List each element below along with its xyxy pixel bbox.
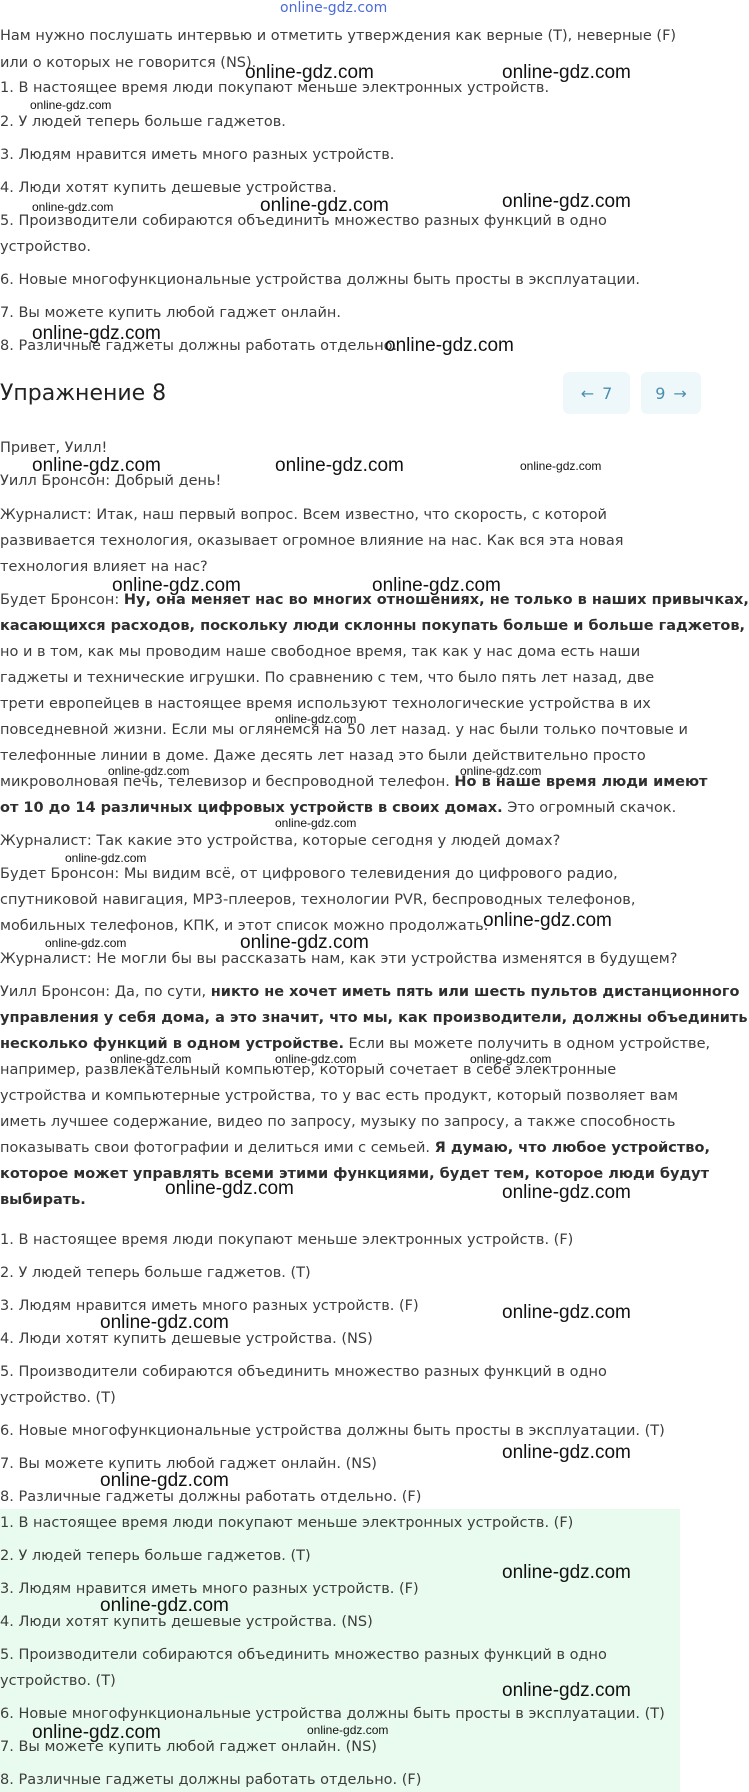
answer-line: устройство. (T) (0, 1390, 116, 1406)
intro-line: Нам нужно послушать интервью и отметить утверждения как верные (T), неверные (F) (0, 28, 677, 44)
transcript-line: повседневной жизни. Если мы оглянемся на 50 лет назад. у нас были только почтовые и (0, 722, 688, 738)
answer-line: 3. Людям нравится иметь много разных устройств. (F) (0, 1298, 419, 1314)
transcript-line: Привет, Уилл! (0, 440, 108, 456)
watermark-text: online-gdz.com (245, 62, 374, 83)
transcript-line: спутниковой навигация, MP3-плееров, технологии PVR, беспроводных телефонов, (0, 892, 636, 908)
transcript-line (0, 774, 707, 790)
watermark-text: online-gdz.com (502, 191, 631, 212)
answer-line: 6. Новые многофункциональные устройства должны быть просты в эксплуатации. (T) (0, 1423, 665, 1439)
watermark-text: online-gdz.com (520, 459, 602, 473)
watermark-text: online-gdz.com (385, 335, 514, 356)
transcript-line: иметь лучшее содержание, видео по запросу, музыку по запросу, а также способность (0, 1114, 676, 1130)
site-link[interactable]: online-gdz.com (280, 0, 388, 16)
speaker-label: Будет Бронсон: (0, 592, 124, 608)
exercise-title: Упражнение 8 (0, 381, 167, 406)
watermark-text: online-gdz.com (502, 1302, 631, 1323)
transcript-line: но и в том, как мы проводим наше свободное время, так как у нас дома есть наши (0, 644, 641, 660)
watermark-text: online-gdz.com (307, 1723, 389, 1737)
arrow-left-icon: ← (580, 383, 595, 403)
answer-line: 3. Людям нравится иметь много разных устройств. (F) (0, 1581, 419, 1597)
bold-text: несколько функций в одном устройстве. (0, 1036, 344, 1052)
answer-line: 4. Люди хотят купить дешевые устройства. (NS) (0, 1331, 373, 1347)
next-exercise-label: 9 (655, 383, 666, 403)
answer-line: 1. В настоящее время люди покупают меньше электронных устройств. (F) (0, 1515, 574, 1531)
answer-line: 4. Люди хотят купить дешевые устройства. (NS) (0, 1614, 373, 1630)
watermark-text: online-gdz.com (32, 455, 161, 476)
transcript-line: Будет Бронсон: Мы видим всё, от цифрового телевидения до цифрового радио, (0, 866, 618, 882)
next-exercise-button[interactable] (641, 372, 701, 414)
watermark-text: online-gdz.com (100, 1470, 229, 1491)
watermark-text: online-gdz.com (240, 932, 369, 953)
bold-text: Но в наше время люди имеют (454, 774, 708, 790)
transcript-line: касающихся расходов, поскольку люди склонны покупать больше и больше гаджетов, (0, 618, 746, 634)
transcript-line: трети европейцев в настоящее время используют технологические устройства в их (0, 696, 651, 712)
transcript-line: Уилл Бронсон: Добрый день! (0, 473, 222, 489)
plain-text: Если вы можете получить в одном устройстве, (343, 1036, 711, 1052)
prev-exercise-button[interactable] (563, 372, 630, 414)
transcript-line: телефонные линии в доме. Даже десять лет назад это были действительно просто (0, 748, 646, 764)
transcript-line (0, 800, 676, 816)
transcript-line: устройства и компьютерные устройства, то у вас есть продукт, который позволяет вам (0, 1088, 679, 1104)
bold-text: никто не хочет иметь пять или шесть пультов дистанционного (210, 984, 740, 1000)
watermark-text: online-gdz.com (45, 936, 127, 950)
watermark-text: online-gdz.com (30, 98, 112, 112)
watermark-text: online-gdz.com (100, 1595, 229, 1616)
answer-line: 1. В настоящее время люди покупают меньше электронных устройств. (F) (0, 1232, 574, 1248)
transcript-line: управления у себя дома, а это значит, что мы, как производители, должны объединить (0, 1010, 748, 1026)
transcript-line: Журналист: Итак, наш первый вопрос. Всем известно, что скорость, с которой (0, 507, 607, 523)
watermark-text: online-gdz.com (110, 1052, 192, 1066)
watermark-text: online-gdz.com (483, 910, 612, 931)
statement: 3. Людям нравится иметь много разных устройств. (0, 147, 395, 163)
statement: 5. Производители собираются объединить множество разных функций в одно (0, 213, 607, 229)
watermark-text: online-gdz.com (372, 575, 501, 596)
statement: 6. Новые многофункциональные устройства должны быть просты в эксплуатации. (0, 272, 641, 288)
answer-line: 2. У людей теперь больше гаджетов. (T) (0, 1265, 311, 1281)
watermark-text: online-gdz.com (112, 575, 241, 596)
watermark-text: online-gdz.com (460, 764, 542, 778)
watermark-text: online-gdz.com (502, 1562, 631, 1583)
watermark-text: online-gdz.com (275, 1052, 357, 1066)
watermark-text: online-gdz.com (502, 62, 631, 83)
transcript-line (0, 1140, 710, 1156)
transcript-line (0, 984, 739, 1000)
answer-line: 8. Различные гаджеты должны работать отдельно. (F) (0, 1772, 422, 1788)
transcript-line: Журналист: Так какие это устройства, которые сегодня у людей домах? (0, 833, 561, 849)
answer-line: 5. Производители собираются объединить множество разных функций в одно (0, 1647, 607, 1663)
transcript-line: развивается технология, оказывает огромное влияние на нас. Как вся эта новая (0, 533, 624, 549)
answer-line: 5. Производители собираются объединить множество разных функций в одно (0, 1364, 607, 1380)
watermark-text: online-gdz.com (108, 764, 190, 778)
watermark-text: online-gdz.com (470, 1052, 552, 1066)
plain-text: показывать свои фотографии и делиться ими с семьей. (0, 1140, 435, 1156)
transcript-line: выбирать. (0, 1192, 86, 1208)
statement: 8. Различные гаджеты должны работать отдельно. (0, 338, 398, 354)
watermark-text: online-gdz.com (32, 200, 114, 214)
transcript-line: Журналист: Не могли бы вы рассказать нам, как эти устройства изменятся в будущем? (0, 951, 678, 967)
transcript-line: например, развлекательный компьютер, который сочетает в себе электронные (0, 1062, 617, 1078)
answer-line: 8. Различные гаджеты должны работать отдельно. (F) (0, 1489, 422, 1505)
watermark-text: online-gdz.com (502, 1680, 631, 1701)
bold-text: Ну, она меняет нас во многих отношениях, не только в наших привычках, (123, 592, 749, 608)
intro-line: или о которых не говорится (NS). (0, 55, 257, 71)
statement: устройство. (0, 239, 91, 255)
speaker-label: Уилл Бронсон: Да, по сути, (0, 984, 211, 1000)
statement: 1. В настоящее время люди покупают меньше электронных устройств. (0, 80, 550, 96)
watermark-text: online-gdz.com (275, 816, 357, 830)
transcript-line: технология влияет на нас? (0, 559, 208, 575)
watermark-text: online-gdz.com (502, 1182, 631, 1203)
plain-text: микроволновая печь, телевизор и беспроводной телефон. (0, 774, 455, 790)
statement: 4. Люди хотят купить дешевые устройства. (0, 180, 337, 196)
bold-text: Я думаю, что любое устройство, (434, 1140, 710, 1156)
watermark-text: online-gdz.com (32, 1722, 161, 1743)
watermark-text: online-gdz.com (502, 1442, 631, 1463)
answer-line: 6. Новые многофункциональные устройства должны быть просты в эксплуатации. (T) (0, 1706, 665, 1722)
watermark-text: online-gdz.com (260, 195, 389, 216)
bold-text: от 10 до 14 различных цифровых устройств в своих домах. (0, 800, 503, 816)
watermark-text: online-gdz.com (165, 1178, 294, 1199)
transcript-line: которое может управлять всеми этими функциями, будет тем, которое люди будут (0, 1166, 710, 1182)
answer-line: 2. У людей теперь больше гаджетов. (T) (0, 1548, 311, 1564)
transcript-line: гаджеты и технические игрушки. По сравнению с тем, что было пять лет назад, две (0, 670, 655, 686)
transcript-line (0, 1036, 710, 1052)
watermark-text: online-gdz.com (65, 851, 147, 865)
watermark-text: online-gdz.com (100, 1312, 229, 1333)
statement: 7. Вы можете купить любой гаджет онлайн. (0, 305, 341, 321)
watermark-text: online-gdz.com (275, 455, 404, 476)
answer-line: устройство. (T) (0, 1673, 116, 1689)
watermark-text: online-gdz.com (275, 712, 357, 726)
watermark-text: online-gdz.com (32, 323, 161, 344)
arrow-right-icon: → (673, 383, 687, 403)
answer-line: 7. Вы можете купить любой гаджет онлайн. (NS) (0, 1456, 377, 1472)
plain-text: Это огромный скачок. (502, 800, 677, 816)
answer-line: 7. Вы можете купить любой гаджет онлайн. (NS) (0, 1739, 377, 1755)
transcript-line: мобильных телефонов, КПК, и этот список можно продолжать. (0, 918, 489, 934)
prev-exercise-label: 7 (602, 383, 613, 403)
statement: 2. У людей теперь больше гаджетов. (0, 114, 286, 130)
